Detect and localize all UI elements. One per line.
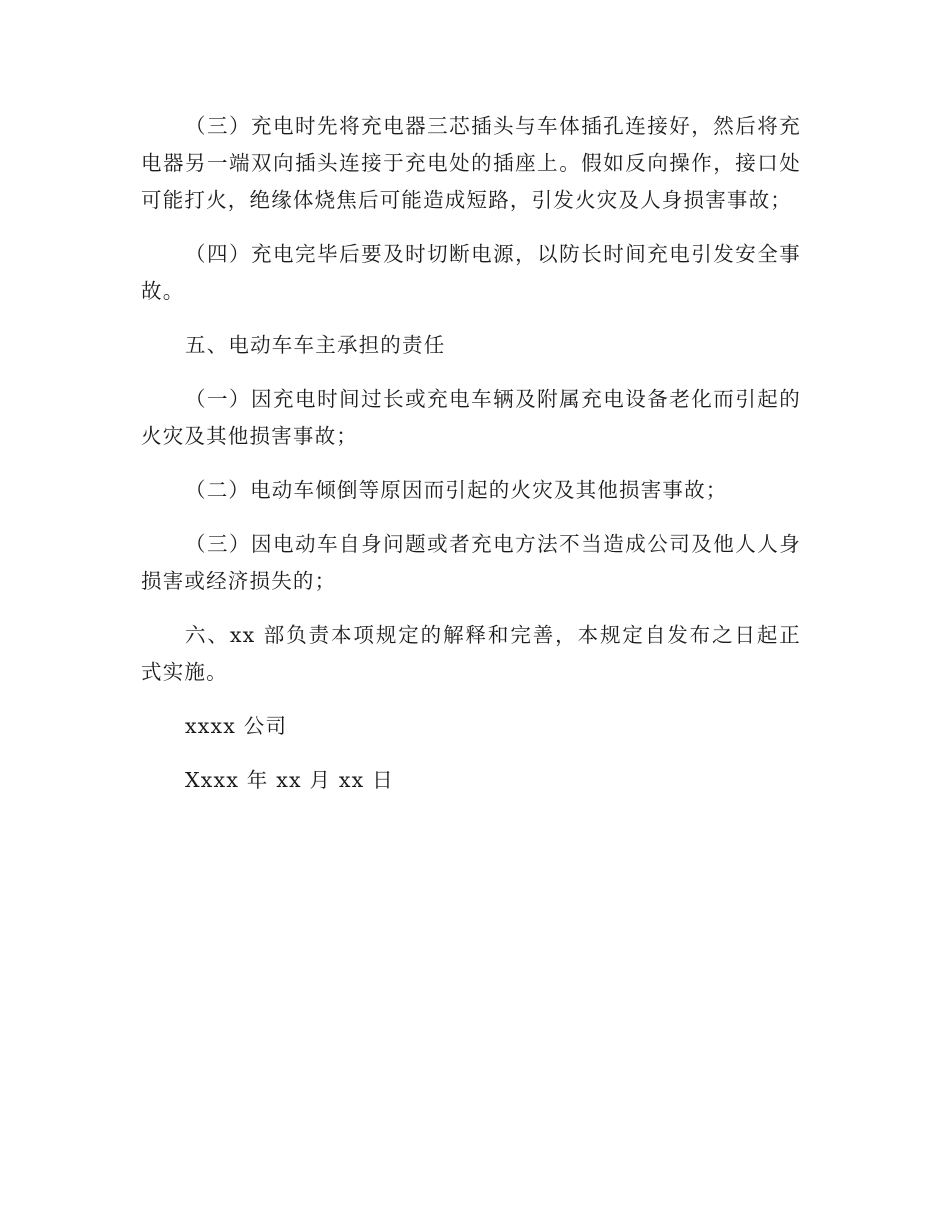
paragraph-section-6: 六、xx 部负责本项规定的解释和完善，本规定自发布之日起正式实施。: [141, 623, 801, 684]
paragraph-item-5-1: （一）因充电时间过长或充电车辆及附属充电设备老化而引起的火灾及其他损害事故；: [141, 387, 801, 448]
document-body: [141, 108, 801, 816]
section-5-heading: 五、电动车车主承担的责任: [185, 333, 446, 357]
paragraph-item-5-3: （三）因电动车自身问题或者充电方法不当造成公司及他人人身损害或经济损失的；: [141, 532, 801, 593]
paragraph-item-5-2: （二）电动车倾倒等原因而引起的火灾及其他损害事故；: [185, 478, 728, 502]
paragraph-item-4-disconnect: （四）充电完毕后要及时切断电源，以防长时间充电引发安全事故。: [141, 242, 801, 303]
signature-company: xxxx 公司: [185, 714, 288, 738]
paragraph-item-3-charging-order: （三）充电时先将充电器三芯插头与车体插孔连接好，然后将充电器另一端双向插头连接于充电处的插座上。假如反向操作，接口处可能打火，绝缘体烧焦后可能造成短路，引发火灾及人身损害事故；: [141, 114, 801, 212]
signature-date: Xxxx 年 xx 月 xx 日: [185, 768, 394, 792]
